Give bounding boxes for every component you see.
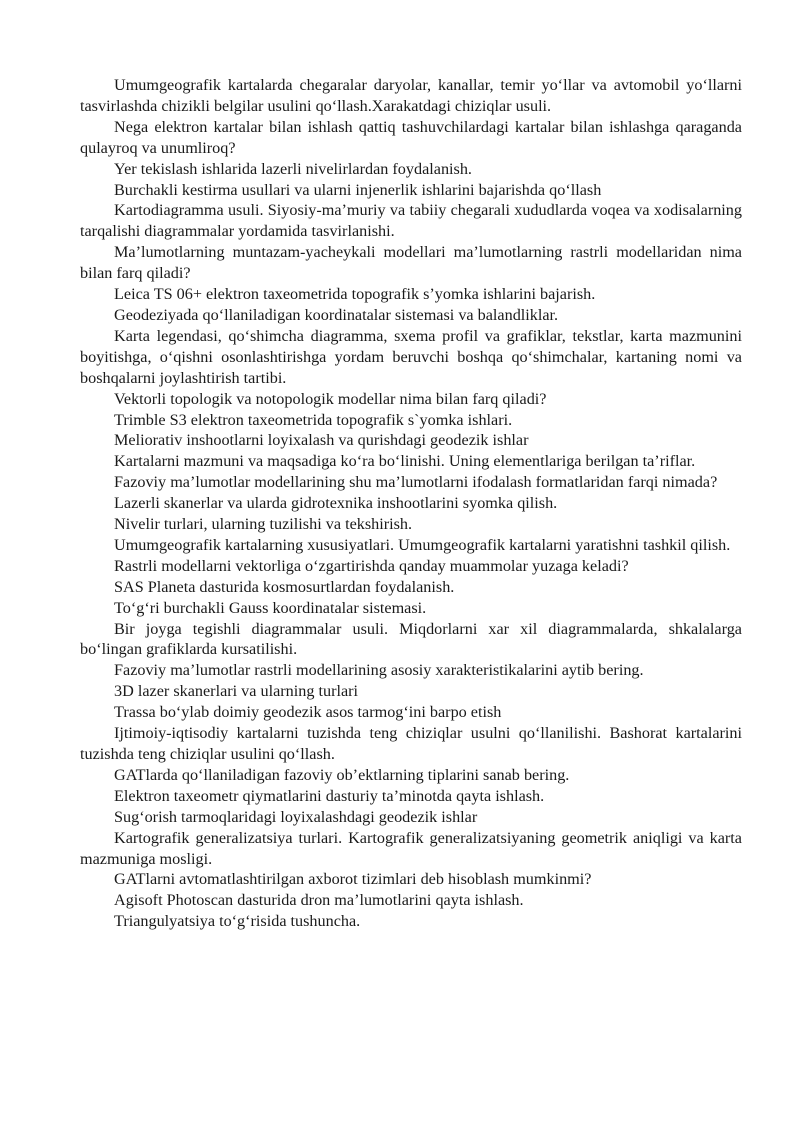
- paragraph-18: Rastrli modellarni vektorliga o‘zgartirishda qanday muammolar yuzaga keladi?: [114, 556, 629, 575]
- paragraph-1: Umumgeografik kartalarda chegaralar daryolar, kanallar, temir yo‘llar va avtomobil yo‘llarni tasvirlashda chizikli belgilar usulini qo‘llash.Xarakatdagi chiziqlar usuli.: [80, 76, 742, 115]
- paragraph-12: Meliorativ inshootlarni loyixalash va qurishdagi geodezik ishlar: [114, 431, 529, 450]
- paragraph-9: Karta legendasi, qo‘shimcha diagramma, sxema profil va grafiklar, tekstlar, karta mazmunini boyitishga, o‘qishni osonlashtirishga yordam beruvchi boshqa qo‘shimchalar, kartaning nomi va boshqalarni joylashtirish tartibi.: [80, 326, 742, 387]
- paragraph-27: Elektron taxeometr qiymatlarini dasturiy ta’minotda qayta ishlash.: [114, 786, 545, 805]
- paragraph-21: Bir joyga tegishli diagrammalar usuli. Miqdorlarni xar xil diagrammalarda, shkalalarga bo‘lingan grafiklarda kursatilishi.: [80, 619, 742, 659]
- paragraph-8: Geodeziyada qo‘llaniladigan koordinatalar sistemasi va balandliklar.: [114, 305, 559, 324]
- paragraph-20: To‘g‘ri burchakli Gauss koordinatalar sistemasi.: [114, 598, 427, 617]
- paragraph-3: Yer tekislash ishlarida lazerli nivelirlardan foydalanish.: [114, 159, 472, 178]
- paragraph-29: Kartografik generalizatsiya turlari. Kartografik generalizatsiyaning geometrik aniqligi va karta mazmuniga mosligi.: [80, 828, 742, 868]
- paragraph-26: GATlarda qo‘llaniladigan fazoviy ob’ektlarning tiplarini sanab bering.: [114, 765, 570, 784]
- paragraph-7: Leica TS 06+ elektron taxeometrida topografik s’yomka ishlarini bajarish.: [114, 285, 596, 304]
- paragraph-6: Ma’lumotlarning muntazam-yacheykali modellari ma’lumotlarning rastrli modellaridan nima bilan farq qiladi?: [80, 243, 742, 283]
- paragraph-5: Kartodiagramma usuli. Siyosiy-ma’muriy va tabiiy chegarali xududlarda voqea va xodisalarning tarqalishi diagrammalar yordamida tasvirlanishi.: [80, 201, 742, 241]
- paragraph-2: Nega elektron kartalar bilan ishlash qattiq tashuvchilardagi kartalar bilan ishlashga qaraganda qulayroq va unumliroq?: [80, 117, 742, 157]
- paragraph-11: Trimble S3 elektron taxeometrida topografik s`yomka ishlari.: [114, 410, 513, 429]
- paragraph-25: Ijtimoiy-iqtisodiy kartalarni tuzishda teng chiziqlar usulni qo‘llanilishi. Bashorat kartalarini tuzishda teng chiziqlar usulini qo‘llash.: [80, 724, 742, 763]
- paragraph-31: Agisoft Photoscan dasturida dron ma’lumotlarini qayta ishlash.: [114, 891, 524, 910]
- paragraph-22: Fazoviy ma’lumotlar rastrli modellarining asosiy xarakteristikalarini aytib bering.: [114, 661, 644, 680]
- paragraph-24: Trassa bo‘ylab doimiy geodezik asos tarmog‘ini barpo etish: [114, 703, 502, 722]
- paragraph-4: Burchakli kestirma usullari va ularni injenerlik ishlarini bajarishda qo‘llash: [114, 180, 602, 199]
- document-page: [80, 75, 742, 932]
- paragraph-13: Kartalarni mazmuni va maqsadiga ko‘ra bo‘linishi. Uning elementlariga berilgan ta’riflar.: [114, 452, 696, 471]
- paragraph-19: SAS Planeta dasturida kosmosurtlardan foydalanish.: [114, 577, 455, 596]
- paragraph-15: Lazerli skanerlar va ularda gidrotexnika inshootlarini syomka qilish.: [114, 494, 558, 513]
- paragraph-16: Nivelir turlari, ularning tuzilishi va tekshirish.: [114, 515, 413, 534]
- paragraph-14: Fazoviy ma’lumotlar modellarining shu ma’lumotlarni ifodalash formatlaridan farqi nimada?: [114, 473, 718, 492]
- paragraph-32: Triangulyatsiya to‘g‘risida tushuncha.: [114, 912, 361, 931]
- paragraph-30: GATlarni avtomatlashtirilgan axborot tizimlari deb hisoblash mumkinmi?: [114, 870, 592, 889]
- paragraph-10: Vektorli topologik va notopologik modellar nima bilan farq qiladi?: [114, 389, 547, 408]
- paragraph-28: Sug‘orish tarmoqlaridagi loyixalashdagi geodezik ishlar: [114, 807, 478, 826]
- paragraph-17: Umumgeografik kartalarning xususiyatlari. Umumgeografik kartalarni yaratishni tashkil qilish.: [114, 535, 731, 554]
- paragraph-23: 3D lazer skanerlari va ularning turlari: [114, 682, 359, 701]
